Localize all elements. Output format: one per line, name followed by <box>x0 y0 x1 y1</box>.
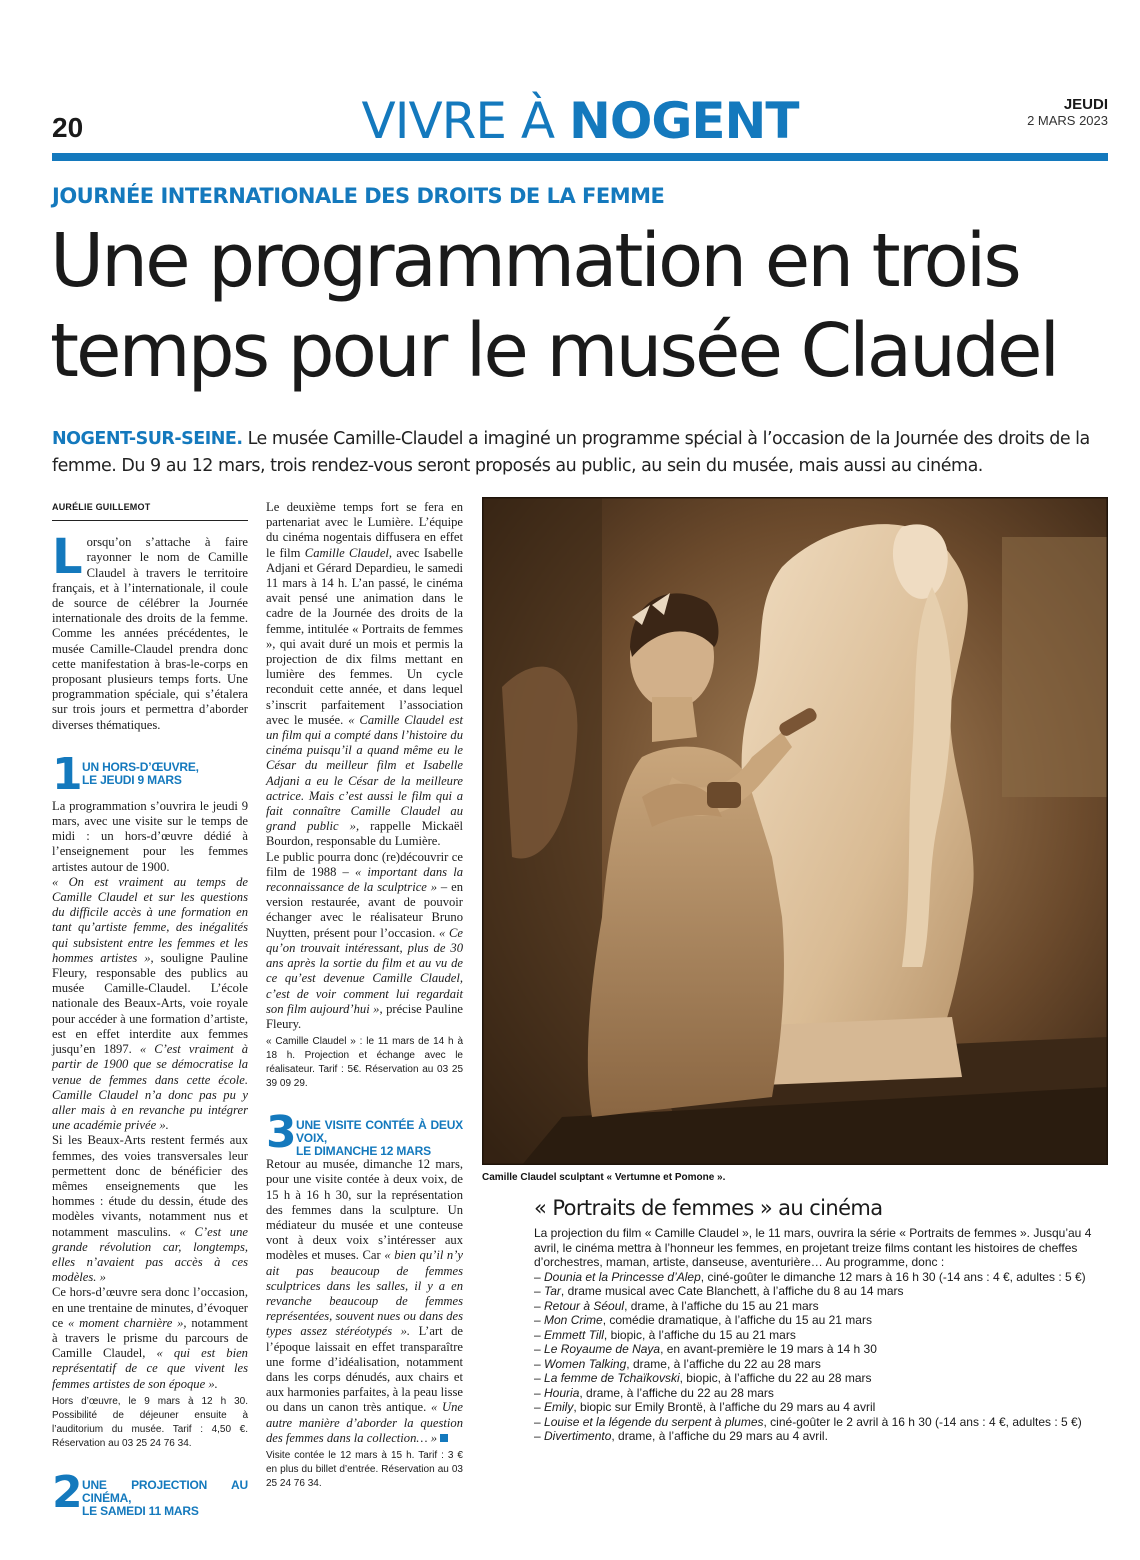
intro-text: orsqu’on s’attache à faire rayonner le nom de Camille Claudel à travers le territoire français, et à l’internationale, il coule de source de célébrer la Journée internationale des droits de la femme. Comme les années précédentes, le musée Camille-Claudel prendra donc cette manifestation à bras-le-corps en proposant plusieurs temps forts. Une programmation spéciale, qui s’étalera sur trois jours et permettra d’aborder diverses thématiques. <box>52 535 248 732</box>
film-detail: , drame, à l’affiche du 22 au 28 mars <box>579 1385 774 1400</box>
s3-quote-1: « bien qu’il n’y ait pas beaucoup de femmes sculptrices dans les salles, il y a en revanche beaucoup de femmes représentées, souvent nues ou dans des types assez stéréotypés ». <box>266 1248 464 1339</box>
s3-text-2: L’art de l’époque laissait en effet transparaître une forme d’idéalisation, notamment dans les corps dénudés, aux chairs et aux harmonies parfaites, à la peau lisse ou dans un canon très antique. <box>266 1324 464 1415</box>
section-number-2: 2 <box>52 1466 83 1518</box>
section-heading-2 <box>52 1466 248 1518</box>
section-title-3-line-1: UNE VISITE CONTÉE À DEUX VOIX, <box>296 1118 463 1146</box>
box-body <box>534 1226 1104 1444</box>
film-title: Tar <box>544 1284 561 1298</box>
film-list-item: – Louise et la légende du serpent à plumes, ciné-goûter le 2 avril à 16 h 30 (-14 ans : 4 €, adultes : 5 €) <box>534 1414 1082 1429</box>
s2-text-6: précise Pauline Fleury. <box>266 1001 464 1031</box>
s2-text-5: – en version restaurée, avant de pouvoir échanger avec le réalisateur Bruno Nuytten, présent pour l’occasion. <box>266 880 463 940</box>
section-title-2-line-1: UNE PROJECTION AU CINÉMA, <box>82 1477 248 1505</box>
film-title: Dounia et la Princesse d’Alep <box>544 1269 701 1284</box>
section-heading-1 <box>52 748 248 800</box>
s3-text-1: Retour au musée, dimanche 12 mars, pour une visite contée à deux voix, de 15 h à 16 h 30, sur la représentation des femmes dans la sculpture. Un médiateur du musée et une conteuse vont à deux voix s’intéresser aux modèles et muses. Car <box>266 1157 463 1263</box>
film-list-item: – Emmett Till, biopic, à l’affiche du 15 au 21 mars <box>534 1327 796 1342</box>
page-number: 20 <box>52 112 84 143</box>
s1-paragraph-4 <box>52 1285 248 1391</box>
s1-quote-3: « C’est une grande révolution car, longtemps, elles n’avaient pas accès à ces modèles. » <box>52 1224 248 1285</box>
article-chapo <box>52 426 1112 480</box>
chapo-text: Le musée Camille-Claudel a imaginé un programme spécial à l’occasion de la Journée des droits de la femme. Du 9 au 12 mars, trois rendez-vous seront proposés au public, au sein du musée, mais aussi au cinéma. <box>52 429 1090 476</box>
section-masthead <box>300 92 860 150</box>
sculptor-photo-illustration <box>482 497 1108 1165</box>
film-detail: , drame musical avec Cate Blanchett, à l’affiche du 8 au 14 mars <box>560 1284 904 1298</box>
film-list <box>534 1270 1104 1444</box>
film-title: Emily <box>544 1400 574 1414</box>
section-prefix: VIVRE À <box>361 92 555 150</box>
byline: AURÉLIE GUILLEMOT <box>52 500 248 521</box>
film-detail: , drame, à l’affiche du 29 mars au 4 avril. <box>611 1429 828 1443</box>
s1-quote-2: « C’est vraiment à partir de 1900 que se démocratise la venue de femmes dans cette école. Camille Claudel n’a donc pas pu y aller mais à en revanche pu intégrer une académie privée ». <box>52 1042 248 1133</box>
section-title-1-line-1: UN HORS-D’ŒUVRE, <box>82 759 199 774</box>
drop-cap: L <box>52 529 83 586</box>
section-title-2 <box>82 1479 248 1518</box>
film-detail: , biopic, à l’affiche du 22 au 28 mars <box>679 1371 872 1385</box>
film-list-item: – Le Royaume de Naya, en avant-première le 19 mars à 14 h 30 <box>534 1342 877 1356</box>
film-list-item: – Mon Crime, comédie dramatique, à l’affiche du 15 au 21 mars <box>534 1313 872 1327</box>
film-title: Retour à Séoul <box>544 1298 625 1313</box>
section-title-3-line-2: LE DIMANCHE 12 MARS <box>296 1144 431 1159</box>
film-title: Divertimento <box>544 1429 612 1443</box>
issue-date <box>1027 96 1108 128</box>
issue-day: JEUDI <box>1063 96 1108 113</box>
photo-caption: Camille Claudel sculptant « Vertumne et Pomone ». <box>482 1172 726 1183</box>
film-list-item: – Women Talking, drame, à l’affiche du 22 au 28 mars <box>534 1356 821 1371</box>
film-detail: , en avant-première le 19 mars à 14 h 30 <box>660 1342 877 1356</box>
section-heading-3 <box>266 1107 463 1159</box>
s1-quote-5: « qui est bien représentatif de ce que vivent les femmes artistes de son époque ». <box>52 1346 248 1391</box>
film-title: Emmett Till <box>544 1327 604 1342</box>
article-column-1 <box>52 500 248 1517</box>
section-title-3 <box>296 1119 463 1158</box>
s2-text-1: Le deuxième temps fort se fera en partenariat avec le Lumière. L’équipe du cinéma nogentais diffusera en effet le film <box>266 500 463 560</box>
film-detail: , biopic sur Emily Brontë, à l’affiche du 29 mars au 4 avril <box>573 1400 876 1414</box>
headline-line-2: temps pour le musée Claudel <box>50 308 1058 394</box>
article-column-2 <box>266 500 463 1491</box>
s3-quote-2: « Une autre manière d’aborder la question des femmes dans la collection… » <box>266 1400 463 1445</box>
s2-text-4: Le public pourra donc (re)découvrir ce film de 1988 – <box>266 849 463 879</box>
s1-practical-info: Hors d’œuvre, le 9 mars à 12 h 30. Possibilité de déjeuner ensuite à l’auditorium du musée. Tarif : 4,50 €. Réservation au 03 25 24 76 34. <box>52 1395 248 1449</box>
film-detail: , ciné-goûter le dimanche 12 mars à 16 h 30 (-14 ans : 4 €, adultes : 5 €) <box>700 1269 1086 1284</box>
s2-paragraph-1 <box>266 500 463 850</box>
s2-text-3: rappelle Mickaël Bourdon, responsable du Lumière. <box>266 819 463 849</box>
film-title: Louise et la légende du serpent à plumes <box>544 1414 764 1429</box>
section-title-1 <box>82 761 199 787</box>
section-name: NOGENT <box>569 92 799 150</box>
film-detail: , ciné-goûter le 2 avril à 16 h 30 (-14 ans : 4 €, adultes : 5 €) <box>763 1414 1082 1429</box>
section-number-1: 1 <box>52 748 83 800</box>
article-kicker: JOURNÉE INTERNATIONALE DES DROITS DE LA FEMME <box>52 184 665 208</box>
film-list-item: – La femme de Tchaïkovski, biopic, à l’affiche du 22 au 28 mars <box>534 1371 872 1385</box>
s1-paragraph-3 <box>52 1133 248 1285</box>
s1-text-4: Ce hors-d’œuvre sera donc l’occasion, en une trentaine de minutes, d’évoquer ce <box>52 1285 248 1330</box>
s2-quote-1: « Camille Claudel est un film qui a compté dans l’histoire du cinéma puisqu’il a quand même eu le César du meilleur film et Isabelle Adjani a eu le César de la meilleure actrice. Mais c’est aussi le film qui a fait connaître Camille Claudel au grand public », <box>266 712 463 834</box>
film-list-item: – Divertimento, drame, à l’affiche du 29 mars au 4 avril. <box>534 1429 828 1443</box>
section-number-3: 3 <box>266 1107 297 1159</box>
film-title: Le Royaume de Naya <box>544 1342 661 1356</box>
s2-quote-2: « important dans la reconnaissance de la sculptrice » <box>266 864 464 895</box>
s1-text-3: Si les Beaux-Arts restent fermés aux femmes, des voies transversales leur permettent donc de bénéficier des mêmes enseignements que les hommes : étude du dessin, étude des modèles vivants, notamment nus et notamment masculins. <box>52 1133 248 1239</box>
film-title: La femme de Tchaïkovski <box>544 1371 680 1385</box>
end-mark-icon <box>440 1434 448 1442</box>
headline-line-1: Une programmation en trois <box>50 218 1019 304</box>
s2-quote-3: « Ce qu’on trouvait intéressant, plus de 30 ans après la sortie du film et au vu de ce qu’est devenue Camille Claudel, c’est de voir comment lui regardait son film aujourd’hui », <box>266 925 463 1016</box>
s1-paragraph-1: La programmation s’ouvrira le jeudi 9 mars, avec une visite sur le temps de midi : un hors-d’œuvre dédié à l’enseignement pour les femmes artistes autour de 1900. <box>52 798 248 874</box>
film-list-item: – Tar, drame musical avec Cate Blanchett, à l’affiche du 8 au 14 mars <box>534 1284 904 1298</box>
s1-text-5: notamment à travers le prisme du parcours de Camille Claudel, <box>52 1315 248 1361</box>
film-list-item: – Dounia et la Princesse d’Alep, ciné-goûter le dimanche 12 mars à 16 h 30 (-14 ans : 4 €, adultes : 5 €) <box>534 1269 1086 1284</box>
box-title: « Portraits de femmes » au cinéma <box>534 1196 883 1220</box>
film-title: Mon Crime <box>544 1313 603 1327</box>
s1-quote-4: « moment charnière », <box>68 1315 187 1330</box>
s2-text-2: , avec Isabelle Adjani et Gérard Depardieu, le samedi 11 mars à 14 h. L’an passé, le cinéma avait pensé une animation dans le cadre de la Journée des droits de la femme, intitulée « Portraits de femmes », qui avait duré un mois et permis la projection de dix films mettant en lumière des femmes. Un cycle reconduit cette année, et dans lequel s’inscrit parfaitement l’association avec le musée. <box>266 545 464 727</box>
film-list-item: – Retour à Séoul, drame, à l’affiche du 15 au 21 mars <box>534 1298 819 1313</box>
s3-practical-info: Visite contée le 12 mars à 15 h. Tarif : 3 € en plus du billet d’entrée. Réservation au 03 25 24 76 34. <box>266 1449 463 1489</box>
film-detail: , biopic, à l’affiche du 15 au 21 mars <box>603 1327 796 1342</box>
film-detail: , drame, à l’affiche du 22 au 28 mars <box>626 1356 821 1371</box>
s1-paragraph-2 <box>52 875 248 1133</box>
film-detail: , drame, à l’affiche du 15 au 21 mars <box>624 1298 819 1313</box>
issue-date-text: 2 MARS 2023 <box>1027 113 1108 128</box>
chapo-place: NOGENT-SUR-SEINE. <box>52 429 243 449</box>
s3-paragraph-1 <box>266 1157 463 1446</box>
s1-quote-1: « On est vraiment au temps de Camille Claudel et sur les questions du difficile accès à une formation en tant qu’artiste femme, des inégalités qui subsistent entre les femmes et les hommes artistes », <box>52 874 248 965</box>
section-title-2-line-2: LE SAMEDI 11 MARS <box>82 1503 199 1518</box>
film-detail: , comédie dramatique, à l’affiche du 15 au 21 mars <box>602 1313 872 1327</box>
film-list-item: – Emily, biopic sur Emily Brontë, à l’affiche du 29 mars au 4 avril <box>534 1400 876 1414</box>
s1-text-2: souligne Pauline Fleury, responsable des publics au musée Camille-Claudel. L’école nationale des Beaux-Arts, voie royale pour accéder à une formation d’artiste, est en effet interdite aux femmes jusqu’en 1897. <box>52 950 249 1057</box>
header-rule <box>52 153 1108 161</box>
film-title: Women Talking <box>544 1356 627 1371</box>
section-title-1-line-2: LE JEUDI 9 MARS <box>82 772 182 787</box>
s2-paragraph-2 <box>266 850 463 1032</box>
box-intro: La projection du film « Camille Claudel », le 11 mars, ouvrira la série « Portraits de femmes ». Jusqu’au 4 avril, le cinéma mettra à l’honneur les femmes, en projetant treize films contant les histoires de cheffes d’orchestres, maman, artiste, danseuse, aventurière… Au programme, donc : <box>534 1226 1092 1269</box>
article-photo <box>482 497 1108 1165</box>
s2-film-title: Camille Claudel <box>304 545 389 560</box>
film-list-item: – Houria, drame, à l’affiche du 22 au 28 mars <box>534 1385 774 1400</box>
intro-paragraph <box>52 529 248 733</box>
film-title: Houria <box>544 1385 580 1400</box>
article-headline <box>50 216 1130 396</box>
s2-practical-info: « Camille Claudel » : le 11 mars de 14 h à 18 h. Projection et échange avec le réalisateur. Tarif : 5€. Réservation au 03 25 39 09 29. <box>266 1036 463 1090</box>
